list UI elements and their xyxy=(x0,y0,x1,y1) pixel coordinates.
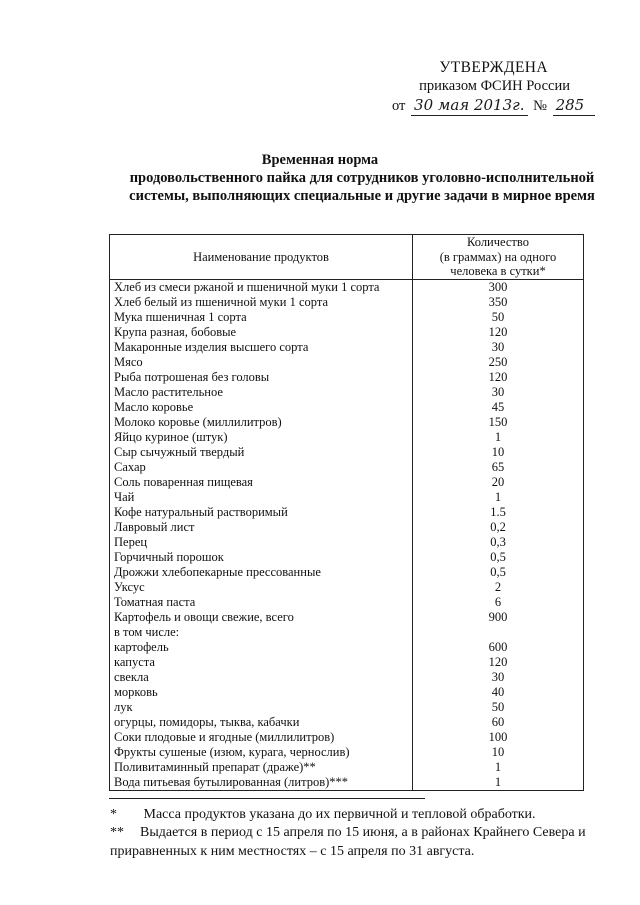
table-row xyxy=(110,355,584,370)
quantity-cell: 50 xyxy=(413,700,584,715)
table-row xyxy=(110,475,584,490)
quantity-cell: 600 xyxy=(413,640,584,655)
quantity-cell: 120 xyxy=(413,370,584,385)
table-row xyxy=(110,535,584,550)
product-name-cell: Соль поваренная пищевая xyxy=(110,475,413,490)
table-row xyxy=(110,445,584,460)
product-name-cell: огурцы, помидоры, тыква, кабачки xyxy=(110,715,413,730)
table-row xyxy=(110,430,584,445)
table-row xyxy=(110,730,584,745)
quantity-cell: 30 xyxy=(413,670,584,685)
table-row xyxy=(110,295,584,310)
product-name-cell: лук xyxy=(110,700,413,715)
product-name-cell: капуста xyxy=(110,655,413,670)
table-row xyxy=(110,550,584,565)
header-quantity-line-3: человека в сутки* xyxy=(450,264,546,279)
table-row xyxy=(110,580,584,595)
footnote-1 xyxy=(110,805,536,824)
table-row xyxy=(110,400,584,415)
document-subtitle-line-1: продовольственного пайка для сотрудников уголовно-исполнительной xyxy=(129,170,595,186)
table-row xyxy=(110,685,584,700)
table-row xyxy=(110,325,584,340)
quantity-cell: 2 xyxy=(413,580,584,595)
approval-order-line: приказом ФСИН России xyxy=(419,78,570,94)
header-quantity-line-2: (в граммах) на одного xyxy=(439,249,557,264)
quantity-cell: 0,5 xyxy=(413,550,584,565)
product-name-cell: Сахар xyxy=(110,460,413,475)
footnote-1-text: Масса продуктов указана до их первичной и тепловой обработки. xyxy=(143,807,536,822)
table-row xyxy=(110,745,584,760)
quantity-cell: 60 xyxy=(413,715,584,730)
quantity-cell: 150 xyxy=(413,415,584,430)
product-name-cell: картофель xyxy=(110,640,413,655)
quantity-cell: 10 xyxy=(413,445,584,460)
product-name-cell: свекла xyxy=(110,670,413,685)
product-name-cell: Сыр сычужный твердый xyxy=(110,445,413,460)
footnote-2 xyxy=(110,823,615,861)
quantity-cell: 1.5 xyxy=(413,505,584,520)
product-name-cell: Перец xyxy=(110,535,413,550)
quantity-cell: 45 xyxy=(413,400,584,415)
product-name-cell: Лавровый лист xyxy=(110,520,413,535)
product-name-cell: Уксус xyxy=(110,580,413,595)
document-title: Временная норма xyxy=(261,152,379,168)
product-name-cell: Рыба потрошеная без головы xyxy=(110,370,413,385)
quantity-cell: 1 xyxy=(413,760,584,775)
table-row xyxy=(110,640,584,655)
quantity-cell: 1 xyxy=(413,430,584,445)
product-name-cell: Кофе натуральный растворимый xyxy=(110,505,413,520)
header-product-name: Наименование продуктов xyxy=(110,235,413,280)
quantity-cell: 0,3 xyxy=(413,535,584,550)
footnote-2-text: Выдается в период с 15 апреля по 15 июня, а в районах Крайнего Севера и приравненных к ним местностях – с 15 апреля по 31 августа. xyxy=(110,825,586,859)
quantity-cell: 30 xyxy=(413,340,584,355)
quantity-cell: 65 xyxy=(413,460,584,475)
table-row xyxy=(110,655,584,670)
table-row xyxy=(110,370,584,385)
quantity-cell: 250 xyxy=(413,355,584,370)
table-row xyxy=(110,610,584,625)
product-name-cell: морковь xyxy=(110,685,413,700)
product-name-cell: Масло растительное xyxy=(110,385,413,400)
table-row xyxy=(110,700,584,715)
product-name-cell: Чай xyxy=(110,490,413,505)
table-row xyxy=(110,595,584,610)
quantity-cell: 120 xyxy=(413,325,584,340)
quantity-cell: 100 xyxy=(413,730,584,745)
table-row xyxy=(110,310,584,325)
product-name-cell: Дрожжи хлебопекарные прессованные xyxy=(110,565,413,580)
quantity-cell: 0,5 xyxy=(413,565,584,580)
product-name-cell: Вода питьевая бутылированная (литров)*** xyxy=(110,775,413,791)
footnote-1-mark: * xyxy=(110,807,117,822)
footnote-2-mark: ** xyxy=(110,825,124,840)
product-name-cell: Фрукты сушеные (изюм, курага, чернослив) xyxy=(110,745,413,760)
table-row xyxy=(110,625,584,640)
product-name-cell: Масло коровье xyxy=(110,400,413,415)
handwritten-date: 30 мая 2013г. xyxy=(411,96,527,116)
table-row xyxy=(110,415,584,430)
quantity-cell: 40 xyxy=(413,685,584,700)
table-row xyxy=(110,670,584,685)
table-row xyxy=(110,775,584,791)
header-quantity xyxy=(413,235,584,280)
quantity-cell: 300 xyxy=(413,280,584,296)
quantity-cell: 0,2 xyxy=(413,520,584,535)
table-row xyxy=(110,520,584,535)
footnote-separator xyxy=(109,798,425,799)
table-row xyxy=(110,565,584,580)
table-row xyxy=(110,760,584,775)
header-quantity-line-1: Количество xyxy=(467,235,529,250)
product-name-cell: Хлеб белый из пшеничной муки 1 сорта xyxy=(110,295,413,310)
quantity-cell: 6 xyxy=(413,595,584,610)
ration-norm-table xyxy=(109,234,584,791)
table-row xyxy=(110,280,584,296)
quantity-cell: 30 xyxy=(413,385,584,400)
product-name-cell: Макаронные изделия высшего сорта xyxy=(110,340,413,355)
document-subtitle-line-2: системы, выполняющих специальные и другие задачи в мирное время xyxy=(129,188,595,204)
product-name-cell: Томатная паста xyxy=(110,595,413,610)
table-row xyxy=(110,385,584,400)
quantity-cell: 900 xyxy=(413,610,584,625)
quantity-cell: 1 xyxy=(413,775,584,791)
number-label: № xyxy=(533,98,547,114)
table-header-row xyxy=(110,235,584,280)
quantity-cell: 50 xyxy=(413,310,584,325)
approval-date-line xyxy=(392,96,597,116)
handwritten-number: 285 xyxy=(553,96,595,116)
product-name-cell: в том числе: xyxy=(110,625,413,640)
quantity-cell: 10 xyxy=(413,745,584,760)
table-row xyxy=(110,715,584,730)
quantity-cell: 1 xyxy=(413,490,584,505)
table-row xyxy=(110,490,584,505)
table-row xyxy=(110,505,584,520)
product-name-cell: Соки плодовые и ягодные (миллилитров) xyxy=(110,730,413,745)
product-name-cell: Молоко коровье (миллилитров) xyxy=(110,415,413,430)
product-name-cell: Яйцо куриное (штук) xyxy=(110,430,413,445)
product-name-cell: Мука пшеничная 1 сорта xyxy=(110,310,413,325)
product-name-cell: Поливитаминный препарат (драже)** xyxy=(110,760,413,775)
product-name-cell: Горчичный порошок xyxy=(110,550,413,565)
date-prefix: от xyxy=(392,98,406,114)
quantity-cell: 350 xyxy=(413,295,584,310)
product-name-cell: Картофель и овощи свежие, всего xyxy=(110,610,413,625)
table-row xyxy=(110,340,584,355)
quantity-cell: 120 xyxy=(413,655,584,670)
table-row xyxy=(110,460,584,475)
quantity-cell: 20 xyxy=(413,475,584,490)
product-name-cell: Крупа разная, бобовые xyxy=(110,325,413,340)
approval-status: УТВЕРЖДЕНА xyxy=(439,59,548,76)
product-name-cell: Хлеб из смеси ржаной и пшеничной муки 1 сорта xyxy=(110,280,413,296)
quantity-cell xyxy=(413,625,584,640)
product-name-cell: Мясо xyxy=(110,355,413,370)
